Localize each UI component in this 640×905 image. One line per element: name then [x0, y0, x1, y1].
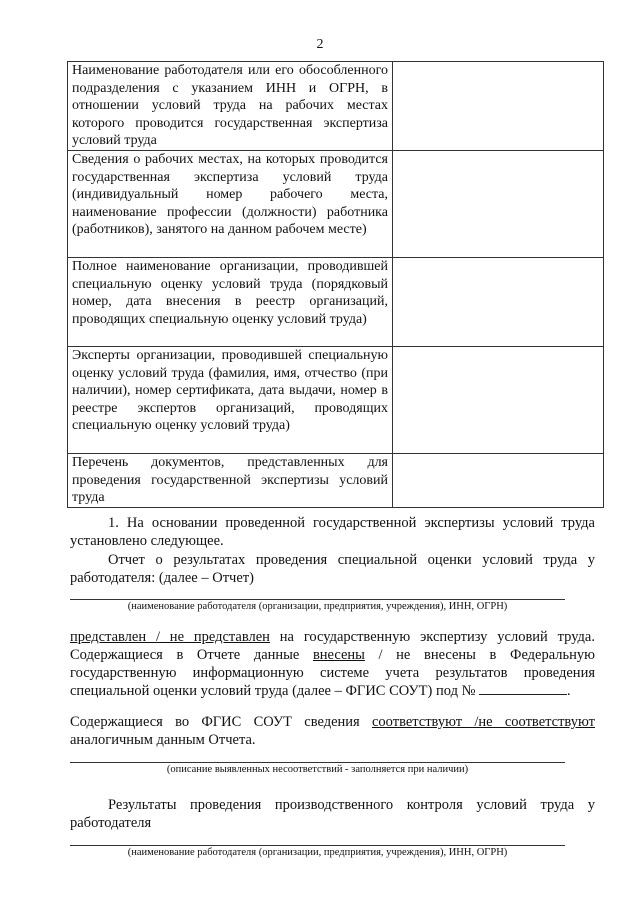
page-number: 2 [316, 37, 324, 52]
information-table [67, 61, 604, 508]
entered-choice[interactable]: внесены [312, 647, 365, 663]
table-row-value[interactable] [393, 258, 604, 347]
paragraph-report-employer: Отчет о результатах проведения специальной оценки условий труда у работодателя: (далее – Отчет) [70, 552, 595, 586]
presented-choice[interactable]: представлен / не представлен [70, 629, 270, 645]
table-row [68, 347, 604, 454]
presented-rest: на государственную экспертизу условий труда. [269, 629, 595, 645]
employer-name-line-2[interactable] [70, 845, 565, 846]
table-row-value[interactable] [393, 454, 604, 508]
registration-number-field[interactable] [479, 682, 567, 695]
table-row-value[interactable] [393, 347, 604, 454]
table-row-label: Наименование работодателя или его обособленного подразделения с указанием ИНН и ОГРН, в отношении условий труда на рабочих местах которого проводится государственная экспертиза условий труда [68, 62, 393, 151]
table-row [68, 258, 604, 347]
discrepancy-caption: (описание выявленных несоответствий - заполняется при наличии) [166, 764, 469, 775]
table-row-value[interactable] [393, 151, 604, 258]
fgis-text-start: Содержащиеся в Отчете данные [70, 647, 313, 663]
table-row-label: Сведения о рабочих местах, на которых проводится государственная экспертиза условий труда (индивидуальный номер рабочего места, наименование профессии (должности) работника (работников), занятого на данном рабочем месте) [68, 151, 393, 258]
employer-name-caption: (наименование работодателя (организации, предприятия, учреждения), ИНН, ОГРН) [127, 601, 508, 612]
table-row [68, 454, 604, 508]
match-text-end: аналогичным данным Отчета. [70, 732, 256, 748]
table-row-value[interactable] [393, 62, 604, 151]
table-row-label: Полное наименование организации, проводившей специальную оценку условий труда (порядковый номер, дата внесения в реестр организаций, проводящих специальную оценку условий труда) [68, 258, 393, 347]
table-row [68, 62, 604, 151]
paragraph-fgis-match [70, 713, 595, 749]
match-choice[interactable]: соответствуют /не соответствуют [371, 714, 595, 730]
paragraph-findings-intro: 1. На основании проведенной государственной экспертизы условий труда установлено следующее. [70, 515, 595, 549]
employer-name-caption-2: (наименование работодателя (организации, предприятия, учреждения), ИНН, ОГРН) [127, 847, 508, 858]
paragraph-production-control: Результаты проведения производственного контроля условий труда у работодателя [70, 797, 595, 831]
fgis-text-mid: / не внесены в Федеральную государственную информационную системе учета результатов проведения специальной оценки условий труда (далее – ФГИС СОУТ) под № [70, 647, 596, 699]
employer-name-line[interactable] [70, 599, 565, 600]
table-row-label: Эксперты организации, проводившей специальную оценку условий труда (фамилия, имя, отчество (при наличии), номер сертификата, дата выдачи, номер в реестре экспертов организаций, проводящих специальную оценку условий труда) [68, 347, 393, 454]
table-row-label: Перечень документов, представленных для проведения государственной экспертизы условий труда [68, 454, 393, 508]
table-row [68, 151, 604, 258]
match-text-start: Содержащиеся во ФГИС СОУТ сведения [70, 714, 372, 730]
paragraph-report-status [70, 628, 595, 700]
fgis-text-end: . [567, 683, 571, 699]
discrepancy-line[interactable] [70, 762, 565, 763]
